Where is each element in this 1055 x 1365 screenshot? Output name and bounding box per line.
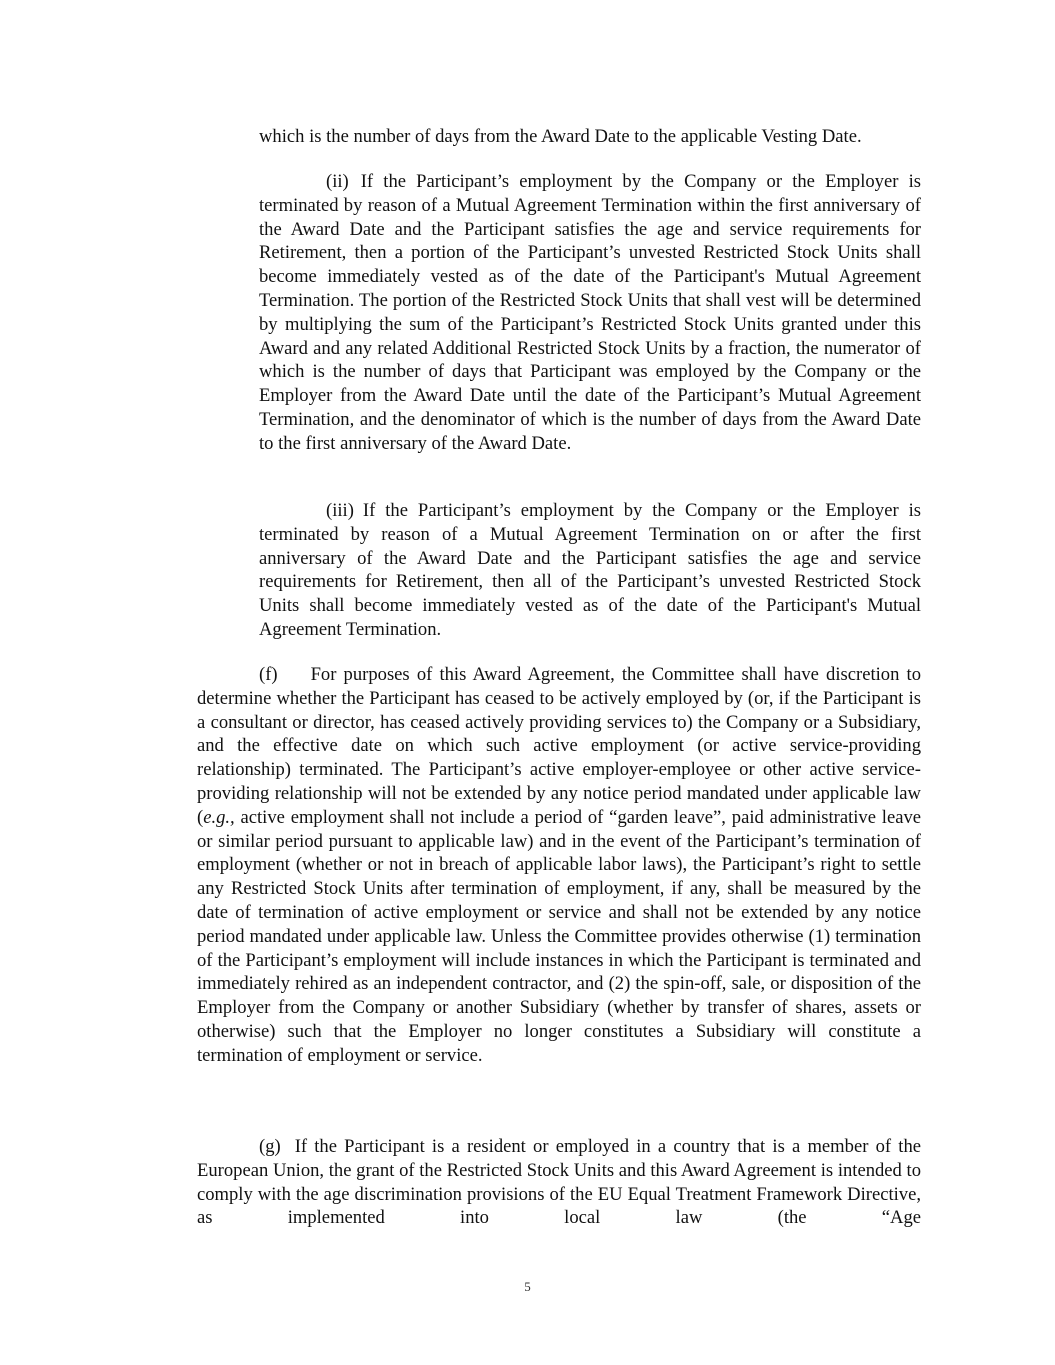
section-label: (f): [259, 664, 278, 685]
section-text-part2: active employment shall not include a period of “garden leave”, paid administrative leave or similar period pursuant to applicable law) and in the event of the Participant’s termination of employment (whether or not in breach of applicable labor laws), the Participant’s right to settle any Restricted Stock Units after termination of employment, if any, shall be measured by the date of termination of active employment or service and shall not be extended by any notice period mandated under applicable law. Unless the Committee provides otherwise (1) termination of the Participant’s employment will include instances in which the Participant is terminated and immediately rehired as an independent contractor, and (2) the spin-off, sale, or disposition of the Employer from the Company or another Subsidiary (whether by transfer of shares, assets or otherwise) such that the Employer no longer constitutes a Subsidiary will constitute a termination of employment or service.: [197, 806, 921, 1066]
section-label: (g): [259, 1136, 281, 1157]
section-f: [197, 663, 921, 1068]
clause-text: If the Participant’s employment by the Company or the Employer is terminated by reason of a Mutual Agreement Termination within the first anniversary of the Award Date and the Participant satisfies the age and service requirements for Retirement, then a portion of the Participant’s unvested Restricted Stock Units shall become immediately vested as of the date of the Participant's Mutual Agreement Termination. The portion of the Restricted Stock Units that shall vest will be determined by multiplying the sum of the Participant’s Restricted Stock Units granted under this Award and any related Additional Restricted Stock Units by a fraction, the numerator of which is the number of days that Participant was employed by the Company or the Employer from the Award Date until the date of the Participant’s Mutual Agreement Termination, and the denominator of which is the number of days from the Award Date to the first anniversary of the Award Date.: [259, 171, 921, 454]
section-text-part1: For purposes of this Award Agreement, the Committee shall have discretion to determine whether the Participant has ceased to be actively employed by (or, if the Participant is a consultant or director, has ceased actively providing services to) the Company or a Subsidiary, and the effective date on which such active employment (or active service-providing relationship) terminated. The Participant’s active employer-employee or other active service-providing relationship will not be extended by any notice period mandated under applicable law (: [197, 664, 921, 828]
section-g: [197, 1135, 921, 1230]
clause-label: (ii): [326, 171, 349, 192]
section-text: If the Participant is a resident or employed in a country that is a member of the European Union, the grant of the Restricted Stock Units and this Award Agreement is intended to comply with the age discrimination provisions of the EU Equal Treatment Framework Directive, as implemented into local law (the “Age: [197, 1136, 921, 1229]
clause-ii: [259, 170, 921, 456]
clause-label: (iii): [326, 500, 354, 521]
eg-abbreviation: e.g.,: [203, 806, 235, 828]
clause-text: If the Participant’s employment by the Company or the Employer is terminated by reason of a Mutual Agreement Termination on or after the first anniversary of the Award Date and the Participant satisfies the age and service requirements for Retirement, then all of the Participant’s unvested Restricted Stock Units shall become immediately vested as of the date of the Participant's Mutual Agreement Termination.: [259, 500, 921, 640]
page-number: 5: [524, 1279, 531, 1294]
line-text: which is the number of days from the Award Date to the applicable Vesting Date.: [259, 126, 862, 147]
clause-iii: [259, 499, 921, 642]
vesting-fraction-denominator-line: [259, 125, 921, 149]
